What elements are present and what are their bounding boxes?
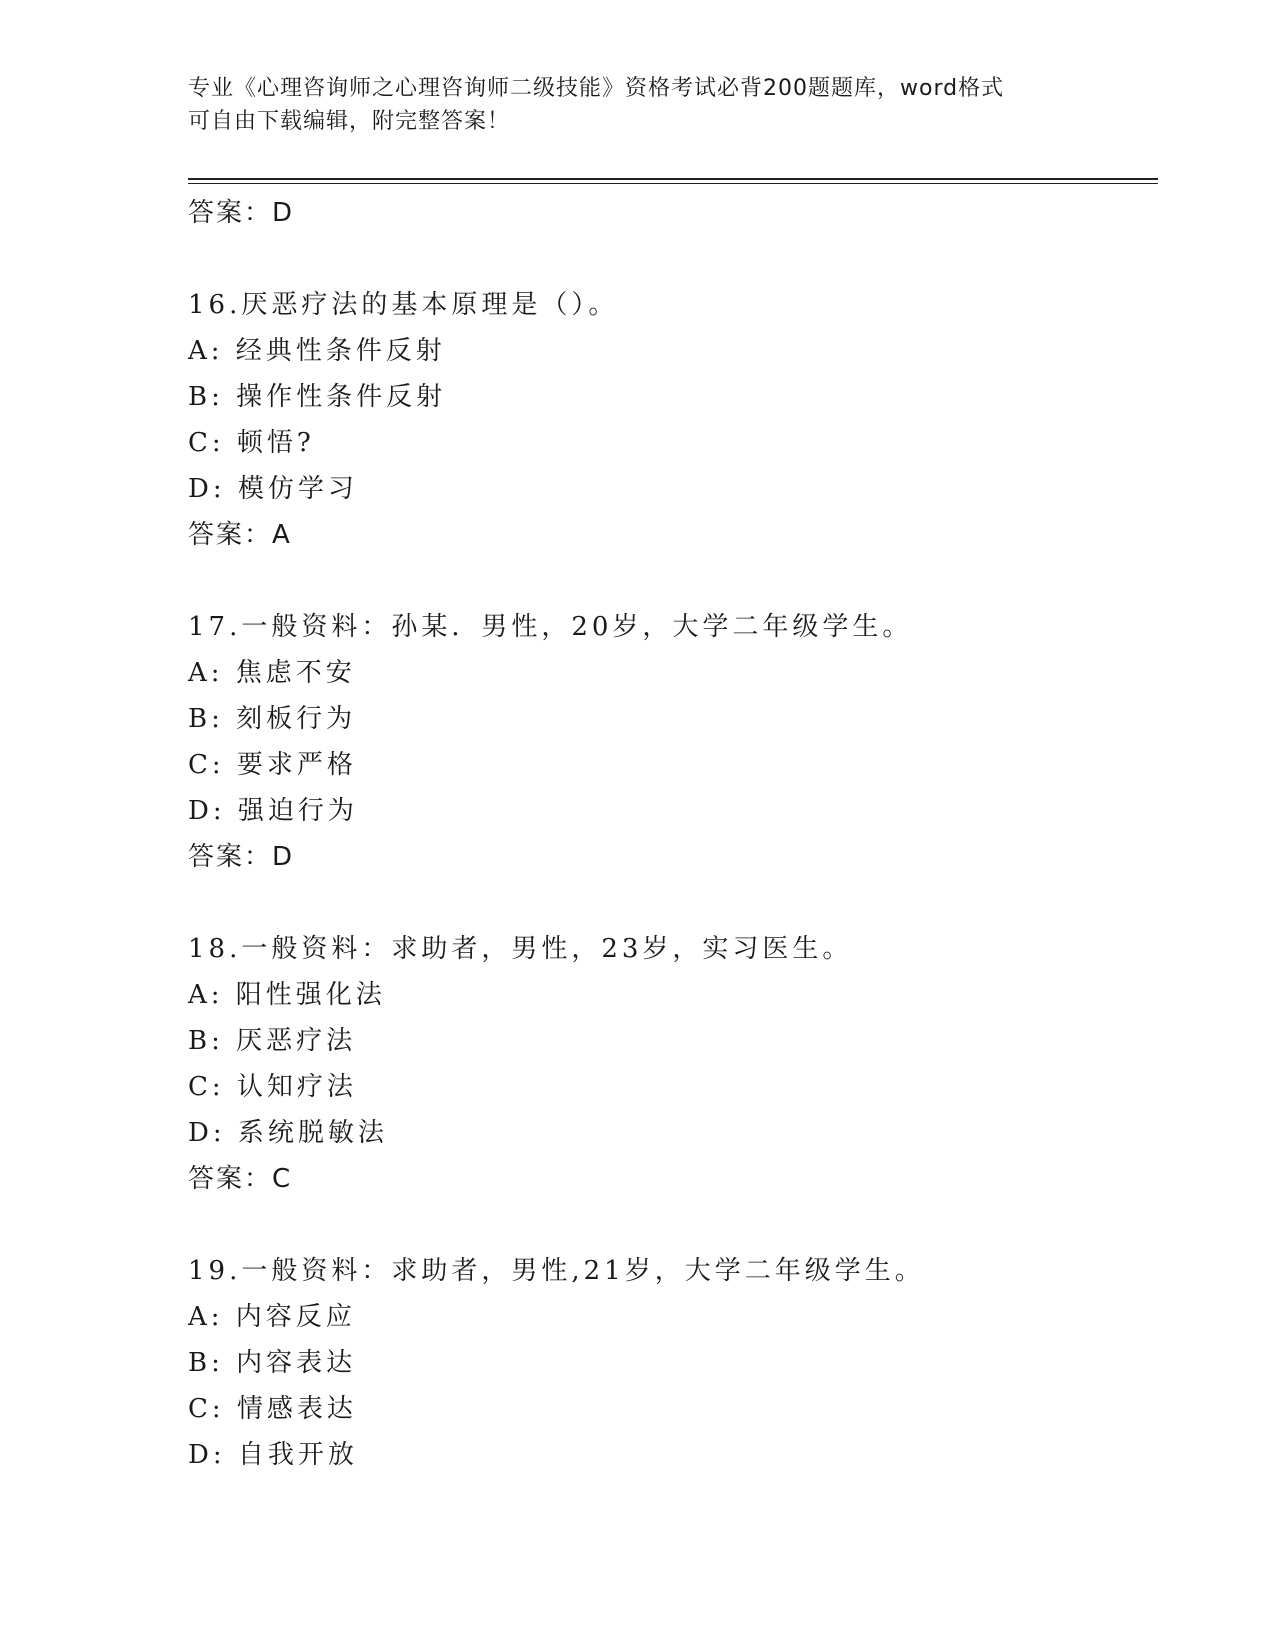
question-block xyxy=(188,282,1148,558)
option-b: B: 内容表达 xyxy=(188,1348,357,1378)
option-a: A: 内容反应 xyxy=(188,1302,356,1332)
option-d: D: 系统脱敏法 xyxy=(188,1118,388,1148)
header-divider-thin xyxy=(188,183,1158,184)
answer-line: 答案：C xyxy=(188,1164,293,1194)
answer-line: 答案：A xyxy=(188,520,292,550)
question-block xyxy=(188,604,1148,880)
option-c: C: 要求严格 xyxy=(188,750,357,780)
option-d: D: 强迫行为 xyxy=(188,796,358,826)
answer-line: 答案：D xyxy=(188,198,295,228)
option-d: D: 模仿学习 xyxy=(188,474,358,504)
header-divider-thick xyxy=(188,178,1158,180)
option-d: D: 自我开放 xyxy=(188,1440,358,1470)
option-b: B: 刻板行为 xyxy=(188,704,357,734)
header-line-2: 可自由下载编辑，附完整答案！ xyxy=(188,109,511,134)
document-header xyxy=(188,72,1088,138)
question-stem: 19.一般资料：求助者，男性,21岁，大学二年级学生。 xyxy=(188,1256,925,1286)
question-block xyxy=(188,926,1148,1202)
option-c: C: 情感表达 xyxy=(188,1394,357,1424)
question-stem: 17.一般资料：孙某．男性，20岁，大学二年级学生。 xyxy=(188,612,913,642)
option-a: A: 阳性强化法 xyxy=(188,980,386,1010)
question-stem: 18.一般资料：求助者，男性，23岁，实习医生。 xyxy=(188,934,853,964)
question-list xyxy=(188,190,1148,1478)
question-block xyxy=(188,1248,1148,1478)
header-line-1: 专业《心理咨询师之心理咨询师二级技能》资格考试必背200题题库，word格式 xyxy=(188,76,1005,101)
option-a: A: 焦虑不安 xyxy=(188,658,356,688)
option-b: B: 操作性条件反射 xyxy=(188,382,447,412)
answer-line: 答案：D xyxy=(188,842,295,872)
option-a: A: 经典性条件反射 xyxy=(188,336,446,366)
question-stem: 16.厌恶疗法的基本原理是（）。 xyxy=(188,290,619,320)
option-c: C: 认知疗法 xyxy=(188,1072,357,1102)
option-b: B: 厌恶疗法 xyxy=(188,1026,357,1056)
option-c: C: 顿悟? xyxy=(188,428,315,458)
